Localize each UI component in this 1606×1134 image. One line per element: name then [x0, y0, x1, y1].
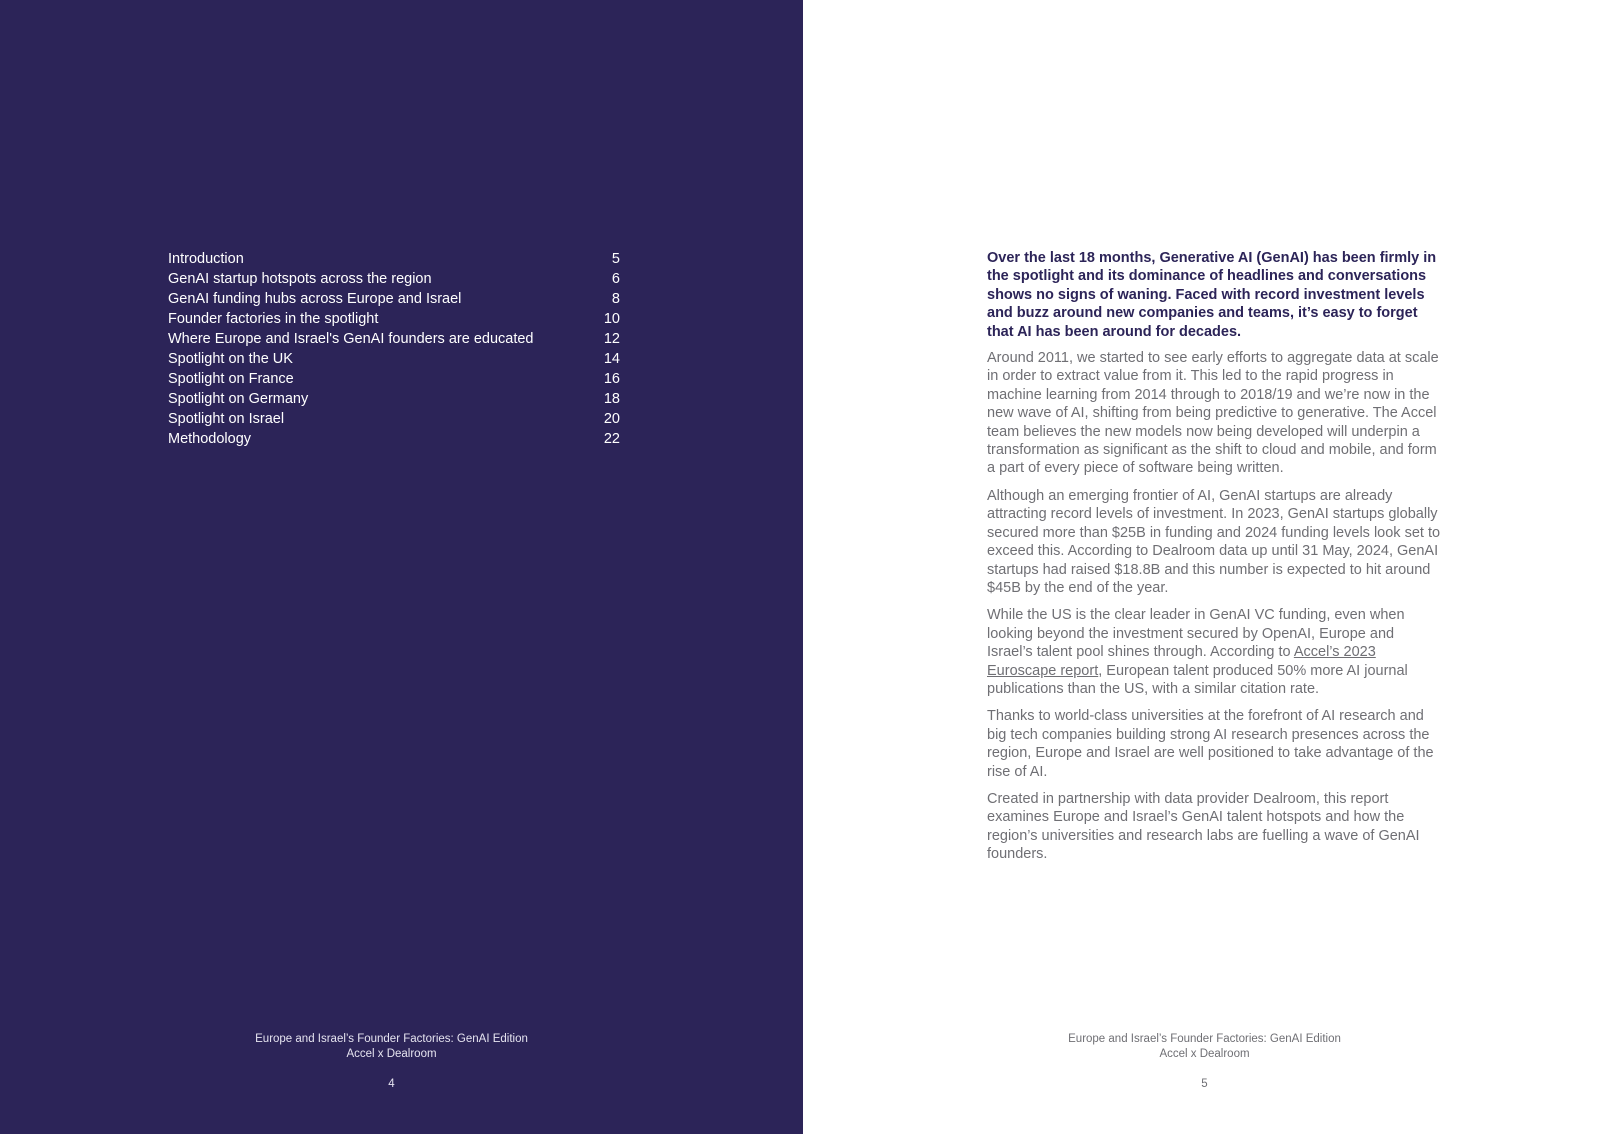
toc-title: GenAI startup hotspots across the region [168, 271, 432, 287]
toc-title: Methodology [168, 431, 252, 447]
intro-paragraph-3 [987, 606, 1442, 698]
left-page-number: 4 [388, 1078, 395, 1090]
footer-subtitle: Accel x Dealroom [1159, 1047, 1250, 1060]
toc-item-funding-hubs[interactable] [168, 289, 620, 309]
toc-item-methodology[interactable] [168, 429, 620, 449]
table-of-contents [168, 249, 620, 449]
toc-title: Founder factories in the spotlight [168, 311, 379, 327]
toc-page-number: 10 [603, 311, 620, 327]
footer-title: Europe and Israel’s Founder Factories: GenAI Edition [255, 1033, 528, 1045]
toc-item-introduction[interactable] [168, 249, 620, 269]
paragraph-text: While the US is the clear leader in GenAI VC funding, even when looking beyond the investment secured by OpenAI, Europe and Israel’s talent pool shines through. According to [987, 607, 1405, 661]
toc-page-number: 12 [603, 331, 620, 347]
footer-subtitle: Accel x Dealroom [346, 1047, 437, 1060]
toc-page-number: 18 [603, 391, 620, 407]
toc-page-number: 20 [603, 411, 620, 427]
toc-page-number: 14 [603, 351, 620, 367]
right-footer [803, 1032, 1606, 1061]
left-footer [0, 1032, 793, 1061]
intro-paragraph-2: Although an emerging frontier of AI, GenAI startups are already attracting record levels of investment. In 2023, GenAI startups globally secured more than $25B in funding and 2024 funding levels look set to exceed this. According to Dealroom data up until 31 May, 2024, GenAI startups had raised $18.8B and this number is expected to hit around $45B by the end of the year. [987, 487, 1441, 596]
intro-paragraph-4: Thanks to world-class universities at the forefront of AI research and big tech companies building strong AI research presences across the region, Europe and Israel are well positioned to take advantage of the rise of AI. [987, 708, 1434, 780]
toc-page-number: 6 [611, 271, 620, 287]
toc-page-number: 22 [603, 431, 620, 447]
toc-item-spotlight-uk[interactable] [168, 349, 620, 369]
toc-page-number: 5 [611, 251, 620, 267]
toc-title: Spotlight on Germany [168, 391, 309, 407]
euroscape-report-link[interactable]: Accel’s 2023 Euroscape report [987, 644, 1376, 679]
paragraph-text: , European talent produced 50% more AI journal publications than the US, with a similar citation rate. [987, 662, 1408, 697]
toc-title: Spotlight on Israel [168, 411, 285, 427]
toc-page-number: 8 [611, 291, 620, 307]
right-page-number: 5 [1201, 1078, 1208, 1090]
footer-title: Europe and Israel’s Founder Factories: GenAI Edition [1068, 1033, 1341, 1045]
right-page [803, 0, 1606, 1134]
toc-item-spotlight-france[interactable] [168, 369, 620, 389]
toc-title: Introduction [168, 251, 244, 267]
toc-title: Spotlight on France [168, 371, 294, 387]
intro-paragraph-1: Around 2011, we started to see early efforts to aggregate data at scale in order to extract value from it. This led to the rapid progress in machine learning from 2014 through to 2018/19 and we’re now in the new wave of AI, shifting from being predictive to generative. The Accel team believes the new models now being developed will underpin a transformation as significant as the shift to cloud and mobile, and form a part of every piece of software being written. [987, 350, 1439, 477]
toc-item-founders-educated[interactable] [168, 329, 620, 349]
intro-paragraph-5: Created in partnership with data provider Dealroom, this report examines Europe and Israel’s GenAI talent hotspots and how the region’s universities and research labs are fuelling a wave of GenAI founders. [987, 790, 1420, 863]
toc-title: Spotlight on the UK [168, 351, 293, 367]
intro-lead-paragraph: Over the last 18 months, Generative AI (GenAI) has been firmly in the spotlight and its dominance of headlines and conversations shows no signs of waning. Faced with record investment levels and buzz around new companies and teams, it’s easy to forget that AI has been around for decades. [987, 250, 1437, 340]
toc-title: Where Europe and Israel's GenAI founders are educated [168, 331, 534, 347]
toc-item-spotlight-israel[interactable] [168, 409, 620, 429]
introduction-body [987, 249, 1442, 873]
toc-item-startup-hotspots[interactable] [168, 269, 620, 289]
toc-title: GenAI funding hubs across Europe and Israel [168, 291, 462, 307]
toc-item-founder-factories[interactable] [168, 309, 620, 329]
toc-page-number: 16 [603, 371, 620, 387]
toc-item-spotlight-germany[interactable] [168, 389, 620, 409]
